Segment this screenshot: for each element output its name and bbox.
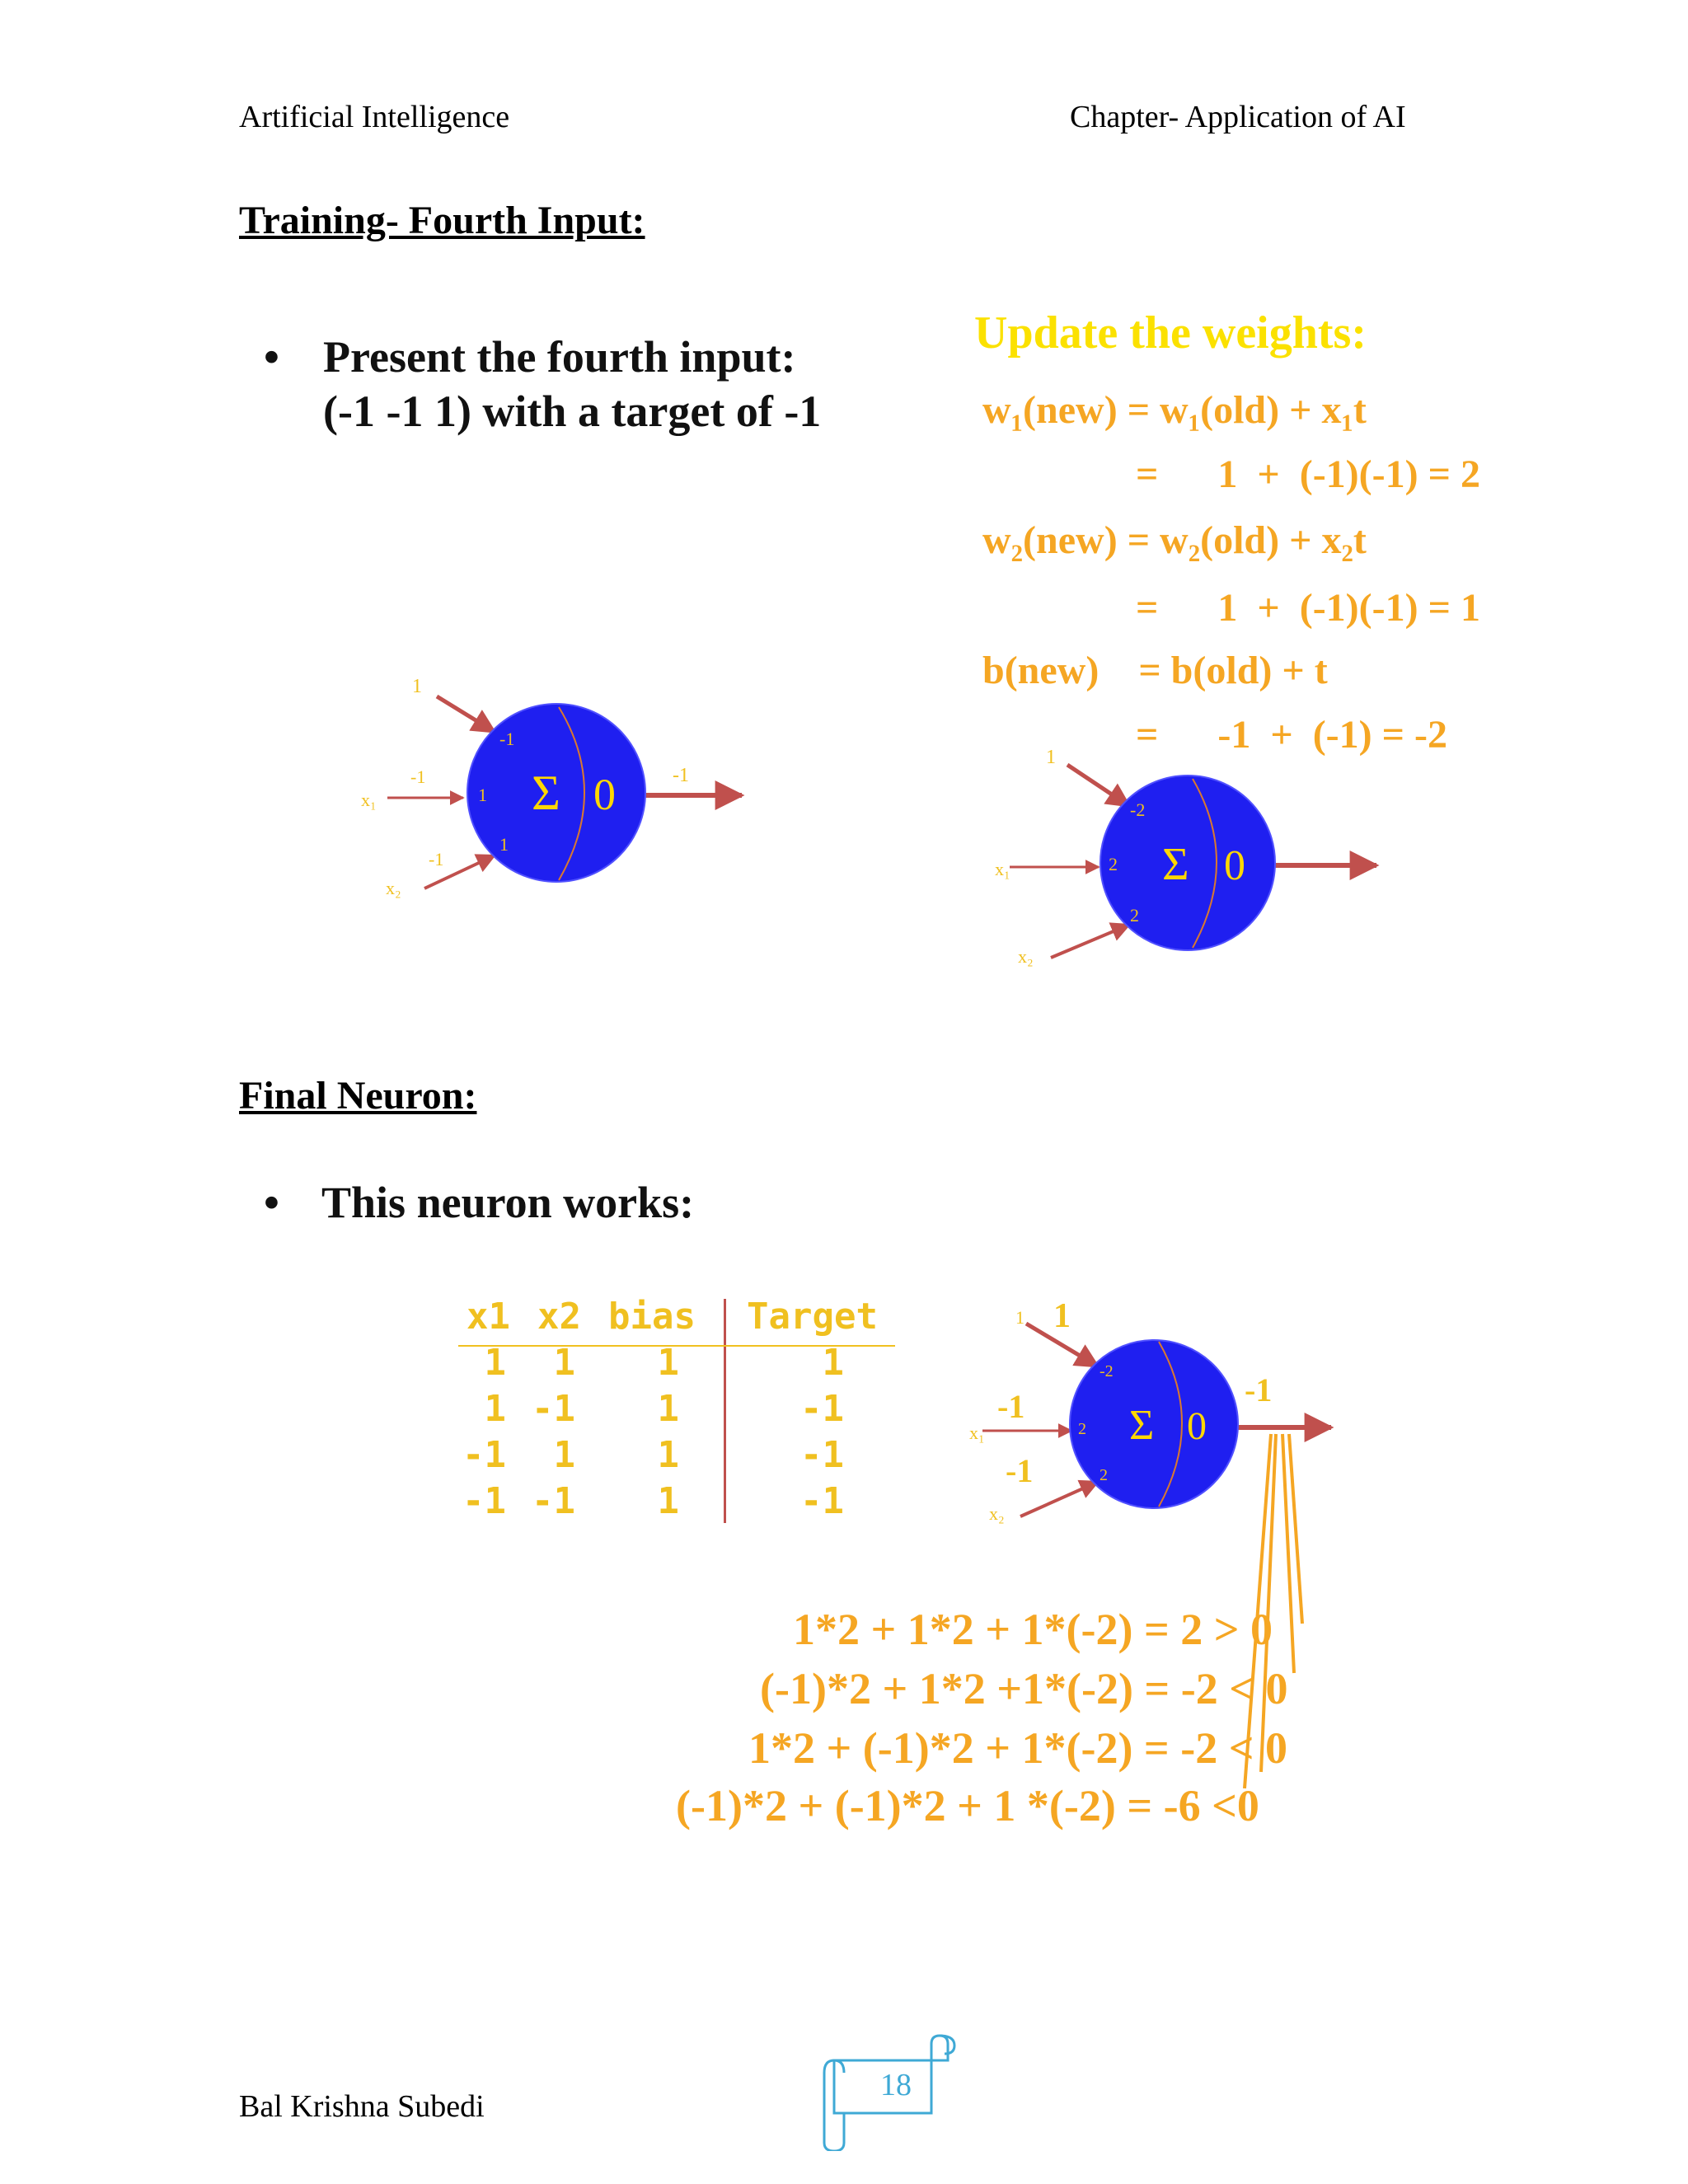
table-cell-bias: 1: [657, 1388, 679, 1430]
table-cell-bias: 1: [657, 1480, 679, 1522]
bias-input-label: 1: [1053, 1297, 1071, 1335]
table-header-x2: x2: [537, 1296, 581, 1338]
neuron-diagram-after: [977, 733, 1405, 981]
equation-bias: b(new) = b(old) + t: [982, 649, 1328, 692]
section-title-final-neuron: Final Neuron:: [239, 1074, 477, 1118]
x2-input-arrow: [1051, 925, 1129, 958]
w1-label: 2: [1078, 1420, 1086, 1438]
bias-weight-label: -2: [1100, 1362, 1114, 1380]
x1-value-label: -1: [997, 1388, 1025, 1425]
bias-input-label: 1: [1046, 747, 1056, 768]
table-header-target: Target: [747, 1296, 878, 1338]
w1-label: 2: [1109, 854, 1118, 874]
bias-input-arrow: [1067, 765, 1129, 806]
w1-label: 1: [478, 785, 487, 805]
threshold-zero: 0: [1187, 1404, 1207, 1448]
section-title-training: Training- Fourth Input:: [239, 199, 645, 242]
equation-w2: w₂(new) = w₂(old) + x₂t: [982, 518, 1367, 562]
calc-row-3: 1*2 + (-1)*2 + 1*(-2) = -2 < 0: [748, 1723, 1287, 1773]
table-cell-x2: -1: [532, 1480, 575, 1522]
table-cell-x2: 1: [553, 1342, 575, 1384]
bullet-text: This neuron works:: [321, 1178, 695, 1227]
threshold-zero: 0: [1224, 842, 1245, 889]
table-cell-target: 1: [822, 1342, 844, 1384]
bias-input-small-label: 1: [1015, 1307, 1025, 1328]
header-left: Artificial Intelligence: [239, 100, 510, 134]
x2-value-label: -1: [429, 849, 444, 869]
table-cell-x1: -1: [462, 1480, 506, 1522]
threshold-zero: 0: [593, 770, 616, 819]
w2-label: 1: [499, 834, 509, 855]
table-cell-x2: -1: [532, 1388, 575, 1430]
table-cell-x2: 1: [553, 1434, 575, 1476]
table-cell-target: -1: [800, 1388, 844, 1430]
bias-weight-label: -1: [499, 729, 515, 749]
bullet-neuron-works: [264, 1177, 694, 1228]
table-cell-x1: -1: [462, 1434, 506, 1476]
output-label: -1: [1245, 1371, 1273, 1408]
table-cell-target: -1: [800, 1480, 844, 1522]
page-number: 18: [880, 2068, 912, 2102]
equation-bias-result: = -1 + (-1) = -2: [1136, 713, 1447, 757]
x2-label: x₂: [989, 1503, 1005, 1524]
table-cell-bias: 1: [657, 1434, 679, 1476]
x1-label: x₁: [995, 859, 1010, 879]
table-cell-x1: 1: [484, 1342, 506, 1384]
bias-weight-label: -2: [1130, 799, 1146, 820]
calc-row-1: 1*2 + 1*2 + 1*(-2) = 2 > 0: [793, 1605, 1273, 1654]
x2-value-label: -1: [1006, 1452, 1034, 1489]
bullet-dot: •: [264, 1178, 279, 1227]
truth-table: [458, 1296, 895, 1526]
sigma-symbol: Σ: [532, 766, 560, 820]
sigma-symbol: Σ: [1129, 1402, 1155, 1449]
table-cell-target: -1: [800, 1434, 844, 1476]
bullet-dot: •: [264, 332, 279, 382]
bias-input-label: 1: [412, 676, 422, 697]
x1-value-label: -1: [410, 766, 426, 787]
bullet-line1: Present the fourth input:: [323, 332, 796, 382]
table-vertical-divider: [724, 1299, 726, 1523]
bias-input-arrow: [437, 696, 495, 732]
footer-author: Bal Krishna Subedi: [239, 2089, 485, 2124]
equation-w1: w₁(new) = w₁(old) + x₁t: [982, 388, 1367, 432]
table-cell-x1: 1: [484, 1388, 506, 1430]
neuron-diagram-before: [346, 659, 775, 907]
header-right: Chapter- Application of AI: [1070, 100, 1406, 134]
calc-row-2: (-1)*2 + 1*2 +1*(-2) = -2 < 0: [760, 1664, 1288, 1713]
bullet-line2: (-1 -1 1) with a target of -1: [323, 387, 822, 436]
table-header-bias: bias: [608, 1296, 696, 1338]
w2-label: 2: [1100, 1466, 1108, 1484]
sigma-symbol: Σ: [1162, 839, 1189, 890]
x2-label: x₂: [1018, 946, 1034, 967]
calc-row-4: (-1)*2 + (-1)*2 + 1 *(-2) = -6 <0: [676, 1781, 1259, 1830]
update-weights-title: Update the weights:: [974, 307, 1367, 359]
table-cell-bias: 1: [657, 1342, 679, 1384]
x1-label: x₁: [361, 790, 377, 810]
bullet-present-input: [264, 331, 923, 437]
x1-label: x₁: [969, 1422, 985, 1443]
equation-w1-result: = 1 + (-1)(-1) = 2: [1136, 452, 1480, 496]
output-label: -1: [673, 765, 689, 786]
equation-w2-result: = 1 + (-1)(-1) = 1: [1136, 586, 1480, 630]
x2-label: x₂: [386, 878, 401, 898]
table-header-x1: x1: [467, 1296, 510, 1338]
w2-label: 2: [1130, 905, 1139, 926]
